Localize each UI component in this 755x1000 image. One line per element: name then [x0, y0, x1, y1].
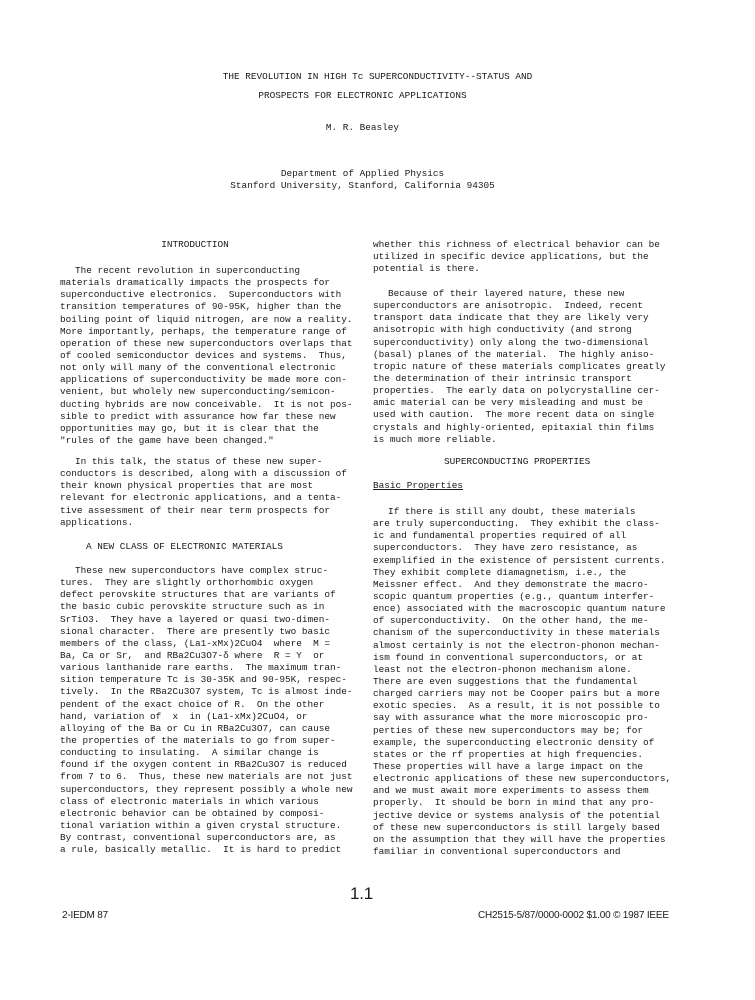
- text-line: superconductors, they represent possibly a whole new: [60, 783, 353, 795]
- text-line: potential is there.: [373, 263, 480, 275]
- text-line: members of the class, (La1-xMx)2CuO4 where M =: [60, 637, 331, 649]
- text-line: These new superconductors have complex struc-: [75, 565, 329, 576]
- text-line: properties. The early data on polycrystalline cer-: [373, 385, 660, 397]
- paragraph: [60, 265, 353, 447]
- text-line: tively. In the RBa2Cu3O7 system, Tc is almost inde-: [60, 686, 353, 698]
- text-line: are truly superconducting. They exhibit the class-: [373, 518, 660, 530]
- text-line: sional character. There are presently two basic: [60, 625, 331, 637]
- text-line: class of electronic materials in which various: [60, 795, 319, 807]
- text-line: They exhibit complete diamagnetism, i.e., the: [373, 566, 627, 578]
- text-line: found if the oxygen content in RBa2Cu3O7 is reduced: [60, 759, 347, 771]
- text-line: transport data indicate that they are likely very: [373, 312, 649, 324]
- text-line: states or the rf properties at high frequencies.: [373, 748, 644, 760]
- title-line-2: PROSPECTS FOR ELECTRONIC APPLICATIONS: [258, 90, 467, 101]
- text-line: By contrast, conventional superconductors are, as: [60, 832, 336, 844]
- text-line: More importantly, perhaps, the temperature range of: [60, 325, 347, 337]
- text-line: SrTiO3. They have a layered or quasi two-dimen-: [60, 613, 331, 625]
- text-line: various lanthanide rare earths. The maximum tran-: [60, 662, 342, 674]
- text-line: tures. They are slightly orthorhombic oxygen: [60, 577, 314, 589]
- text-line: charged carriers may not be Cooper pairs but a more: [373, 688, 660, 700]
- text-line: ic and fundamental properties required of all: [373, 530, 627, 542]
- text-line: say with assurance what the more microscopic pro-: [373, 712, 649, 724]
- footer-conference: 2-IEDM 87: [62, 910, 108, 921]
- footer-copyright: CH2515-5/87/0000-0002 $1.00 © 1987 IEEE: [478, 910, 669, 921]
- text-line: of cooled semiconductor devices and systems. Thus,: [60, 349, 347, 361]
- text-line: ism found in conventional superconductors, or at: [373, 651, 644, 663]
- text-line: materials dramatically impacts the prospects for: [60, 277, 331, 289]
- text-line: on the assumption that they will have the properties: [373, 833, 666, 845]
- text-line: chanism of the superconductivity in these materials: [373, 627, 660, 639]
- text-line: There are even suggestions that the fundamental: [373, 675, 638, 687]
- section-heading-introduction: INTRODUCTION: [161, 239, 229, 250]
- text-line: relevant for electronic applications, and a tenta-: [60, 492, 342, 504]
- text-line: defect perovskite structures that are variants of: [60, 589, 336, 601]
- paragraph: [60, 456, 347, 529]
- paragraph: [373, 506, 671, 858]
- text-line: almost certainly is not the electron-phonon mechan-: [373, 639, 660, 651]
- text-line: of superconductivity. On the other hand, the me-: [373, 615, 649, 627]
- text-line: familiar in conventional superconductors and: [373, 845, 621, 857]
- text-line: venient, but wholely new superconducting/semicon-: [60, 386, 336, 398]
- text-line: perties of these new superconductors may be; for: [373, 724, 644, 736]
- text-line: the determination of their intrinsic transport: [373, 372, 632, 384]
- text-line: operation of these new superconductors overlaps that: [60, 337, 353, 349]
- paragraph: [60, 565, 353, 856]
- author: M. R. Beasley: [325, 122, 400, 133]
- text-line: superconductors. They have zero resistance, as: [373, 542, 638, 554]
- text-line: not only will many of the conventional electronic: [60, 362, 336, 374]
- text-line: Ba, Ca or Sr, and RBa2Cu3O7-δ where R = Y or: [60, 649, 325, 661]
- text-line: hand, variation of x in (La1-xMx)2CuO4, or: [60, 710, 308, 722]
- text-line: These properties will have a large impact on the: [373, 760, 644, 772]
- text-line: pendent of the exact choice of R. On the other: [60, 698, 325, 710]
- section-heading-superconducting-properties: SUPERCONDUCTING PROPERTIES: [444, 456, 591, 467]
- text-line: tive assessment of their near term prospects for: [60, 504, 331, 516]
- text-line: utilized in specific device applications, but the: [373, 251, 649, 263]
- affiliation-line-2: Stanford University, Stanford, California 94305: [230, 180, 495, 191]
- text-line: jective device or systems analysis of the potential: [373, 809, 660, 821]
- text-line: If there is still any doubt, these materials: [388, 506, 636, 517]
- text-line: the properties of the materials to go from super-: [60, 734, 336, 746]
- text-line: their known physical properties that are most: [60, 480, 314, 492]
- text-line: conducting to insulating. A similar change is: [60, 747, 319, 759]
- section-heading-new-class: A NEW CLASS OF ELECTRONIC MATERIALS: [86, 541, 283, 552]
- text-line: sible to predict with assurance how far these new: [60, 410, 336, 422]
- text-line: used with caution. The more recent data on single: [373, 409, 655, 421]
- text-line: crystals and highly-oriented, epitaxial thin films: [373, 421, 655, 433]
- text-line: sition temperature Tc is 30-35K and 90-95K, respec-: [60, 674, 347, 686]
- text-line: (basal) planes of the material. The highly aniso-: [373, 348, 655, 360]
- text-line: boiling point of liquid nitrogen, are now a reality.: [60, 313, 353, 325]
- text-line: tional variation within a given crystal structure.: [60, 819, 342, 831]
- text-line: Because of their layered nature, these new: [388, 288, 625, 299]
- text-line: applications of superconductivity be made more con-: [60, 374, 347, 386]
- text-line: conductors is described, along with a discussion of: [60, 468, 347, 480]
- text-line: scopic quantum properties (e.g., quantum interfer-: [373, 590, 655, 602]
- text-line: from 7 to 6. Thus, these new materials are not just: [60, 771, 353, 783]
- paragraph: [373, 239, 660, 275]
- text-line: properly. It should be born in mind that any pro-: [373, 797, 655, 809]
- text-line: ence) associated with the macroscopic quantum nature: [373, 603, 666, 615]
- text-line: of these new superconductors is still largely based: [373, 821, 660, 833]
- text-line: whether this richness of electrical behavior can be: [373, 239, 660, 250]
- text-line: opportunities may go, but it is clear that the: [60, 422, 319, 434]
- paragraph: [373, 288, 666, 446]
- text-line: electronic behavior can be obtained by composi-: [60, 807, 325, 819]
- text-line: anisotropic with high conductivity (and strong: [373, 324, 632, 336]
- text-line: superconductors are anisotropic. Indeed, recent: [373, 300, 644, 312]
- text-line: example, the superconducting electronic density of: [373, 736, 655, 748]
- text-line: is much more reliable.: [373, 433, 497, 445]
- title-line-1: THE REVOLUTION IN HIGH Tc SUPERCONDUCTIVITY--STATUS AND: [222, 71, 533, 82]
- subheading-basic-properties: Basic Properties: [373, 480, 464, 491]
- text-line: amic material can be very misleading and must be: [373, 397, 644, 409]
- text-line: The recent revolution in superconducting: [75, 265, 301, 276]
- text-line: least not the electron-phonon mechanism alone.: [373, 663, 632, 675]
- text-line: the basic cubic perovskite structure such as in: [60, 601, 325, 613]
- text-line: electronic applications of these new superconductors,: [373, 773, 672, 785]
- text-line: transition temperatures of 90-95K, higher than the: [60, 301, 342, 313]
- text-line: a rule, basically metallic. It is hard to predict: [60, 844, 342, 856]
- text-line: Meissner effect. And they demonstrate the macro-: [373, 578, 649, 590]
- text-line: In this talk, the status of these new super-: [75, 456, 323, 467]
- text-line: alloying of the Ba or Cu in RBa2Cu3O7, can cause: [60, 722, 331, 734]
- text-line: exemplified in the existence of persistent currents.: [373, 554, 666, 566]
- text-line: superconductivity) only along the two-dimensional: [373, 336, 649, 348]
- text-line: superconductive electronics. Superconductors with: [60, 289, 342, 301]
- text-line: applications.: [60, 516, 134, 528]
- text-line: exotic species. As a result, it is not possible to: [373, 700, 660, 712]
- text-line: tropic nature of these materials complicates greatly: [373, 360, 666, 372]
- page-number: 1.1: [350, 884, 374, 903]
- text-line: and we must await more experiments to assess them: [373, 785, 649, 797]
- text-line: ducting hybrids are now conceivable. It is not pos-: [60, 398, 353, 410]
- text-line: "rules of the game have been changed.": [60, 434, 274, 446]
- affiliation-line-1: Department of Applied Physics: [280, 168, 445, 179]
